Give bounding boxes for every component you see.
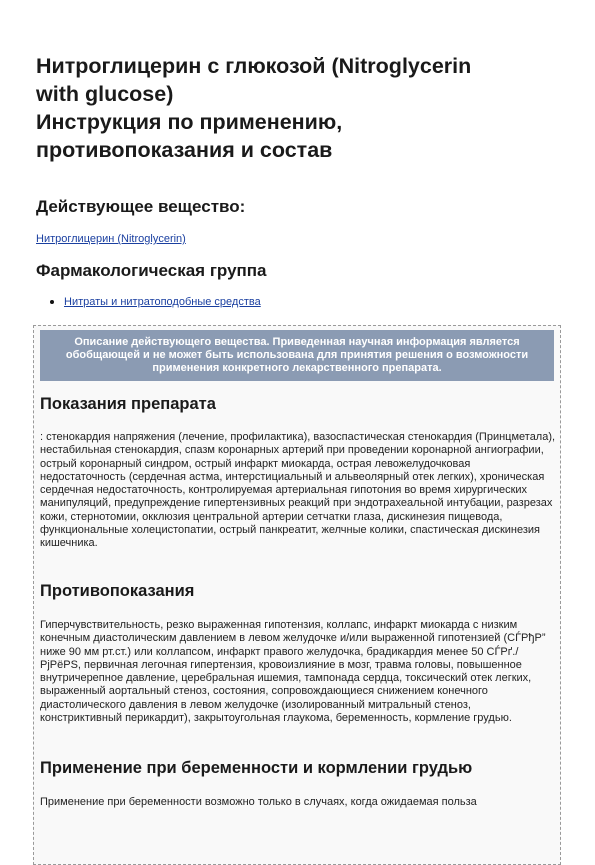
indications-heading: Показания препарата [40,395,216,413]
list-item [50,295,261,309]
active-substance-link[interactable]: Нитроглицерин (Nitroglycerin) [36,233,186,245]
contraindications-text: Гиперчувствительность, резко выраженная гипотензия, коллапс, инфаркт миокарда с низким конечным диастолическим давлением в левом желудочке и/или выраженной гипотензией (СЃРђР” ниже 90 мм рт.ст.) или коллапсом, инфаркт правого желудочка, брадикардия менее 50 СЃРґ./РјРёРЅ, первичная легочная гипертензия, кровоизлияние в мозг, травма головы, повышенное внутричерепное давление, церебральная ишемия, тампонада сердца, токсический отек легких, выраженный аортальный стеноз, состояния, сопровождающиеся снижением конечного диастолического давления в левом желудочке (изолированный митральный стеноз, констриктивный перикардит), закрытоугольная глаукома, беременность, кормление грудью. [40,619,546,725]
contraindications-heading: Противопоказания [40,582,195,600]
page-title [36,52,566,164]
disclaimer-notice: Описание действующего вещества. Приведенная научная информация является обобщающей и не может быть использована для принятия решения о возможности применения конкретного лекарственного препарата. [40,330,554,381]
bullet-icon [50,300,54,304]
title-line-2: with glucose) [36,82,174,106]
pharm-group-heading: Фармакологическая группа [36,261,267,280]
pregnancy-text: Применение при беременности возможно только в случаях, когда ожидаемая польза [40,796,477,808]
pregnancy-heading: Применение при беременности и кормлении грудью [40,759,473,777]
title-line-3: Инструкция по применению, [36,110,343,134]
active-substance-heading: Действующее вещество: [36,197,246,216]
title-line-4: противопоказания и состав [36,138,333,162]
title-line-1: Нитроглицерин с глюкозой (Nitroglycerin [36,54,472,78]
pharm-group-link[interactable]: Нитраты и нитратоподобные средства [64,296,261,308]
indications-text: : стенокардия напряжения (лечение, профилактика), вазоспастическая стенокардия (Принцметала), нестабильная стенокардия, спазм коронарных артерий при проведении коронарной ангиографии, острый коронарный синдром, острый инфаркт миокарда, острая левожелудочковая недостаточность (сердечная астма, интерстициальный и альвеолярный отек легких), хроническая сердечная недостаточность, контролируемая артериальная гипотония во время хирургических манипуляций, предупреждение гипертензивных реакций при эндотрахеальной интубации, разрезах кожи, стернотомии, окклюзия центральной артерии сетчатки глаза, дискинезия пищевода, функциональные холецистопатии, острый панкреатит, желчные колики, спастическая дискинезия кишечника. [40,431,556,550]
pharm-group-list [50,295,261,309]
